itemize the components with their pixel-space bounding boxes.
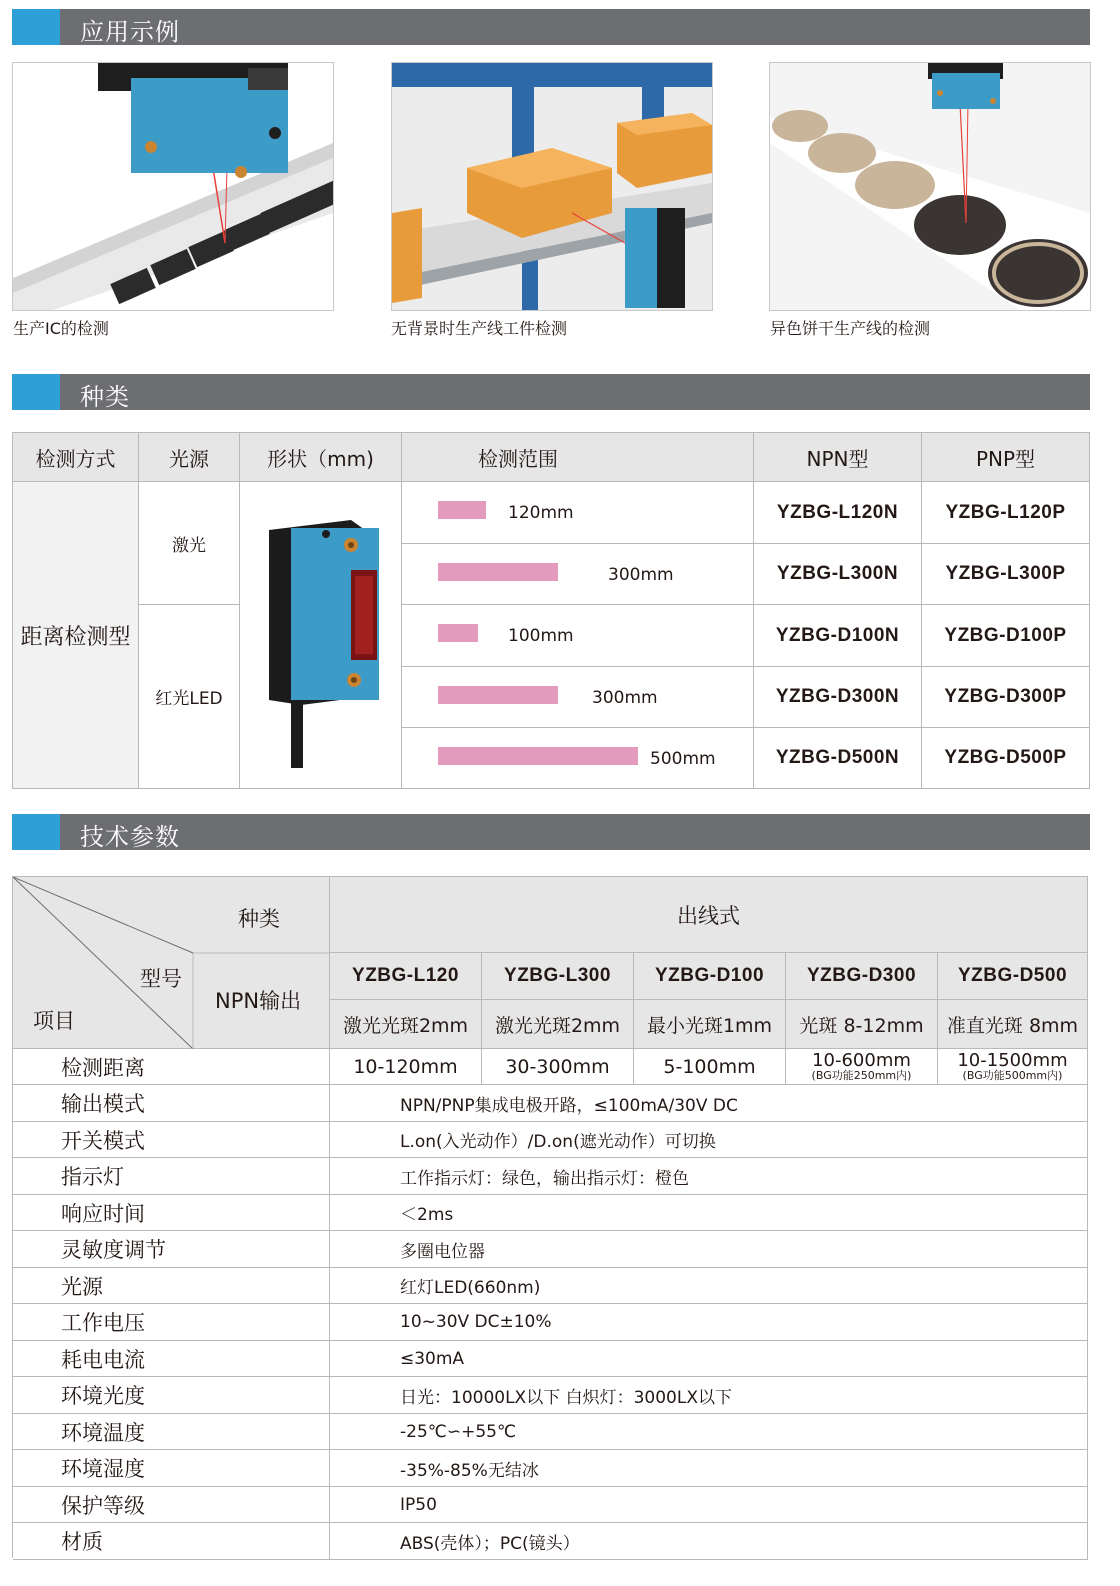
source-led: 红光LED — [139, 605, 240, 789]
spec-spot: 光斑 8-12mm — [786, 1000, 938, 1049]
corner-model: 型号 — [140, 967, 182, 991]
section-header-specs — [12, 814, 1090, 850]
spec-value: -25℃∽+55℃ — [330, 1414, 1088, 1450]
spec-spot: 激光光斑2mm — [330, 1000, 482, 1049]
distance-main: 10-120mm — [353, 1055, 458, 1078]
conveyor-box-inspection-image — [391, 62, 713, 311]
range-bar — [438, 747, 638, 765]
spec-table — [12, 876, 1088, 1558]
range-label: 300mm — [608, 565, 674, 585]
spec-label: 开关模式 — [13, 1122, 330, 1158]
corner-item: 项目 — [33, 1009, 75, 1033]
range-cell — [402, 482, 754, 544]
section-title: 种类 — [80, 383, 130, 411]
method-cell: 距离检测型 — [13, 482, 139, 789]
spec-label: 环境湿度 — [13, 1450, 330, 1487]
spec-spot: 最小光斑1mm — [634, 1000, 786, 1049]
section-header-types — [12, 374, 1090, 410]
distance-sub: (BG功能250mm内) — [811, 1069, 912, 1082]
spec-label: 保护等级 — [13, 1487, 330, 1523]
types-table — [12, 432, 1090, 789]
range-cell — [402, 667, 754, 728]
spec-value: NPN/PNP集成电极开路，≤100mA/30V DC — [330, 1085, 1088, 1122]
pnp-model: YZBG-D500P — [922, 728, 1090, 789]
spec-model: YZBG-L300 — [482, 953, 634, 1000]
npn-model: YZBG-D300N — [754, 667, 922, 728]
spec-value: 10~30V DC±10% — [330, 1304, 1088, 1341]
spec-value: 红灯LED(660nm) — [330, 1268, 1088, 1304]
corner-kind: 种类 — [238, 907, 280, 931]
distance-main: 10-1500mm — [957, 1050, 1068, 1071]
spec-distance — [482, 1049, 634, 1085]
section-accent — [12, 9, 60, 45]
pnp-model: YZBG-D100P — [922, 605, 1090, 667]
spec-value: 工作指示灯：绿色，输出指示灯：橙色 — [330, 1158, 1088, 1195]
npn-model: YZBG-D500N — [754, 728, 922, 789]
spec-label: 灵敏度调节 — [13, 1231, 330, 1268]
spec-value: -35%-85%无结冰 — [330, 1450, 1088, 1487]
output-type-header: 出线式 — [330, 877, 1088, 953]
spec-distance — [330, 1049, 482, 1085]
spec-model: YZBG-D500 — [938, 953, 1088, 1000]
section-title: 应用示例 — [80, 18, 180, 46]
header-shape: 形状（mm) — [240, 433, 402, 482]
npn-model: YZBG-D100N — [754, 605, 922, 667]
spec-label: 材质 — [13, 1523, 330, 1560]
range-bar — [438, 686, 558, 704]
distance-main: 5-100mm — [663, 1055, 756, 1078]
header-method: 检测方式 — [13, 433, 139, 482]
range-bar — [438, 624, 478, 642]
spec-label: 环境光度 — [13, 1377, 330, 1414]
spec-label: 响应时间 — [13, 1195, 330, 1231]
section-header-applications — [12, 9, 1090, 45]
spec-value: L.on(入光动作）/D.on(遮光动作）可切换 — [330, 1122, 1088, 1158]
header-source: 光源 — [139, 433, 240, 482]
range-label: 120mm — [508, 503, 574, 523]
section-accent — [12, 374, 60, 410]
range-label: 300mm — [592, 688, 658, 708]
spec-value: ABS(壳体）；PC(镜头） — [330, 1523, 1088, 1560]
spec-corner — [13, 877, 330, 1049]
spec-label: 光源 — [13, 1268, 330, 1304]
section-title: 技术参数 — [80, 823, 180, 851]
shape-cell — [240, 482, 402, 789]
spec-value: 多圈电位器 — [330, 1231, 1088, 1268]
biscuit-line-inspection-image — [769, 62, 1091, 311]
spec-model: YZBG-D300 — [786, 953, 938, 1000]
npn-model: YZBG-L120N — [754, 482, 922, 544]
spec-value: 日光：10000LX以下 白炽灯：3000LX以下 — [330, 1377, 1088, 1414]
spec-distance — [786, 1049, 938, 1085]
spec-value: ＜2ms — [330, 1195, 1088, 1231]
section-accent — [12, 814, 60, 850]
npn-model: YZBG-L300N — [754, 544, 922, 605]
spec-value: ≤30mA — [330, 1341, 1088, 1377]
ic-chip-inspection-image — [12, 62, 334, 311]
spec-model: YZBG-L120 — [330, 953, 482, 1000]
spec-label: 耗电电流 — [13, 1341, 330, 1377]
spec-label: 指示灯 — [13, 1158, 330, 1195]
range-label: 500mm — [650, 749, 716, 769]
header-pnp: PNP型 — [922, 433, 1090, 482]
npn-output-label: NPN输出 — [215, 989, 302, 1013]
sensor-product-image — [251, 500, 391, 770]
distance-main: 10-600mm — [812, 1050, 911, 1071]
range-label: 100mm — [508, 626, 574, 646]
spec-value: IP50 — [330, 1487, 1088, 1523]
spec-label: 输出模式 — [13, 1085, 330, 1122]
header-range: 检测范围 — [402, 433, 754, 482]
range-bar — [438, 563, 558, 581]
range-cell — [402, 544, 754, 605]
source-laser: 激光 — [139, 482, 240, 605]
pnp-model: YZBG-L120P — [922, 482, 1090, 544]
distance-sub: (BG功能500mm内) — [962, 1069, 1063, 1082]
header-npn: NPN型 — [754, 433, 922, 482]
range-cell — [402, 728, 754, 789]
range-bar — [438, 501, 486, 519]
spec-label: 环境温度 — [13, 1414, 330, 1450]
application-caption: 异色饼干生产线的检测 — [770, 319, 931, 338]
spec-distance — [634, 1049, 786, 1085]
application-caption: 无背景时生产线工件检测 — [391, 319, 568, 338]
spec-label: 工作电压 — [13, 1304, 330, 1341]
pnp-model: YZBG-L300P — [922, 544, 1090, 605]
spec-distance — [938, 1049, 1088, 1085]
spec-model: YZBG-D100 — [634, 953, 786, 1000]
pnp-model: YZBG-D300P — [922, 667, 1090, 728]
range-cell — [402, 605, 754, 667]
application-caption: 生产IC的检测 — [13, 319, 109, 338]
spec-spot: 准直光斑 8mm — [938, 1000, 1088, 1049]
distance-main: 30-300mm — [505, 1055, 610, 1078]
spec-label: 检测距离 — [13, 1049, 330, 1085]
spec-spot: 激光光斑2mm — [482, 1000, 634, 1049]
